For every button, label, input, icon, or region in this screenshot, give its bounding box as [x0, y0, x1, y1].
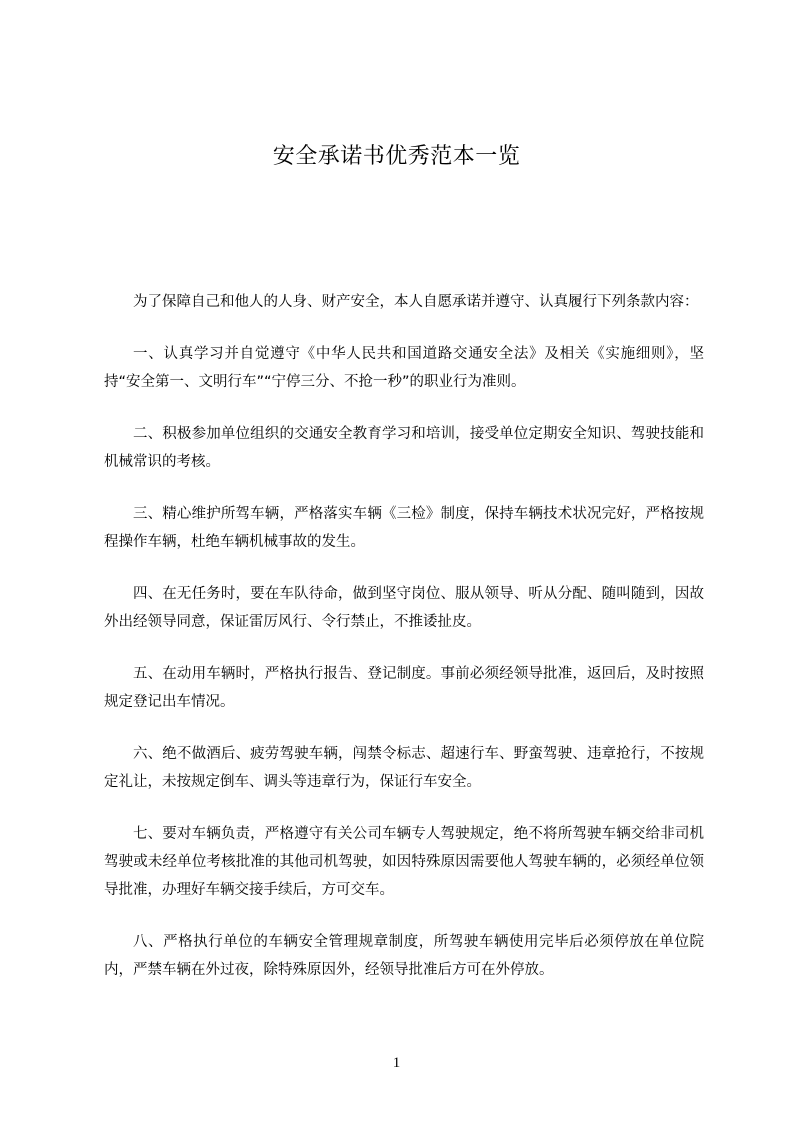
paragraph-item-4: 四、在无任务时，要在车队待命，做到坚守岗位、服从领导、听从分配、随叫随到，因故外出经领导同意，保证雷厉风行、令行禁止，不推诿扯皮。	[104, 586, 704, 630]
paragraph-item-1: 一、认真学习并自觉遵守《中华人民共和国道路交通安全法》及相关《实施细则》，坚持“安全第一、文明行车”“宁停三分、不抢一秒”的职业行为准则。	[104, 346, 704, 390]
paragraph-item-3: 三、精心维护所驾车辆，严格落实车辆《三检》制度，保持车辆技术状况完好，严格按规程操作车辆，杜绝车辆机械事故的发生。	[104, 506, 704, 550]
paragraph-item-6: 六、绝不做酒后、疲劳驾驶车辆，闯禁令标志、超速行车、野蛮驾驶、违章抢行，不按规定礼让，未按规定倒车、调头等违章行为，保证行车安全。	[104, 746, 704, 790]
paragraph-item-7: 七、要对车辆负责，严格遵守有关公司车辆专人驾驶规定，绝不将所驾驶车辆交给非司机驾驶或未经单位考核批准的其他司机驾驶，如因特殊原因需要他人驾驶车辆的，必须经单位领导批准，办理好车辆交接手续后，方可交车。	[104, 826, 704, 898]
paragraph-intro: 为了保障自己和他人的人身、财产安全，本人自愿承诺并遵守、认真履行下列条款内容：	[133, 294, 699, 310]
paragraph-item-2: 二、积极参加单位组织的交通安全教育学习和培训，接受单位定期安全知识、驾驶技能和机械常识的考核。	[104, 426, 704, 470]
page-number: 1	[392, 1055, 401, 1071]
paragraph-item-5: 五、在动用车辆时，严格执行报告、登记制度。事前必须经领导批准，返回后，及时按照规定登记出车情况。	[104, 666, 704, 710]
document-title: 安全承诺书优秀范本一览	[272, 144, 521, 169]
paragraph-item-8: 八、严格执行单位的车辆安全管理规章制度，所驾驶车辆使用完毕后必须停放在单位院内，严禁车辆在外过夜，除特殊原因外，经领导批准后方可在外停放。	[104, 934, 704, 978]
document-body	[104, 288, 704, 1008]
